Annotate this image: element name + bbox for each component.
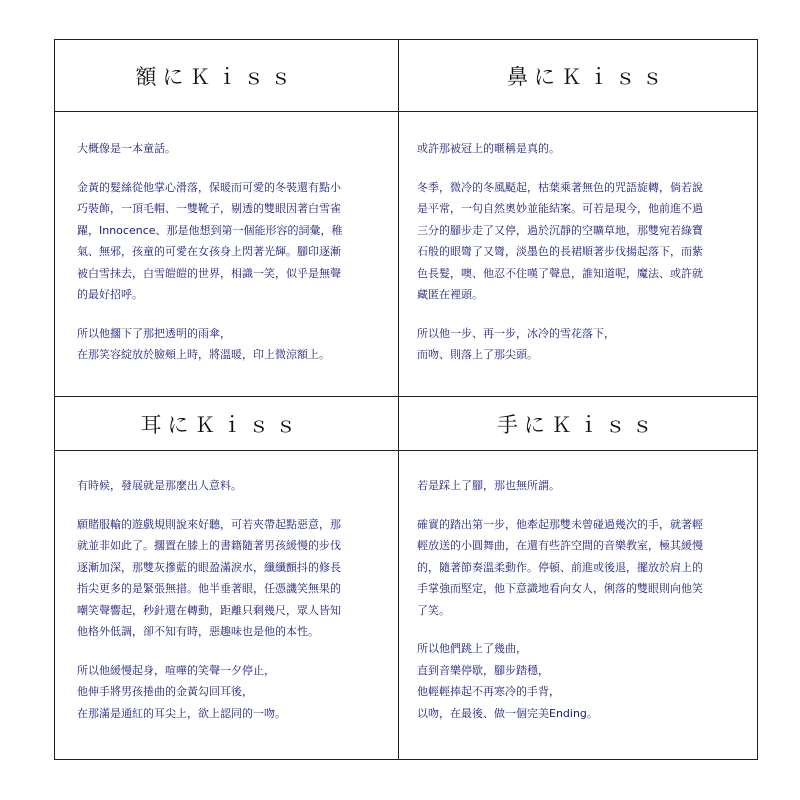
section-body	[55, 451, 398, 724]
paragraph: 所以他一步、再一步，冰冷的雪花落下， 而吻、則落上了那尖頭。	[417, 326, 615, 361]
paragraph: 確實的踏出第一步，他牽起那雙未曾碰過幾次的手，就著輕 輕放送的小圓舞曲，在還有些許空間的音樂教室，極其緩慢 的，隨著節奏溫柔動作。停頓、前進或後退，擺放於肩上的 手掌強而堅定，他下意識地看向女人，俐落的雙眼則向他笑 了笑。	[417, 517, 703, 617]
kiss-grid	[54, 39, 758, 760]
paragraph: 所以他緩慢起身，喧嘩的笑聲一夕停止， 他伸手將男孩捲曲的金黃勾回耳後， 在那滿是通紅的耳尖上，欲上認同的一吻。	[77, 663, 286, 720]
section-ear	[55, 397, 399, 759]
section-title: 手にＫｉｓｓ	[399, 397, 757, 451]
section-title: 額にＫｉｓｓ	[55, 40, 398, 112]
section-nose	[399, 40, 757, 397]
section-title: 鼻にＫｉｓｓ	[399, 40, 757, 112]
paragraph: 若是踩上了腳，那也無所謂。	[417, 479, 560, 492]
section-title: 耳にＫｉｓｓ	[55, 397, 398, 451]
paragraph: 願賭服輸的遊戲規則說來好聽，可若夾帶起點惡意，那 就並非如此了。擱置在膝上的書籍隨著男孩緩慢的步伐 逐漸加深，那雙灰摻藍的眼盈滿淚水，纖纖顫抖的修長 指尖更多的是緊張無措。他半垂著眼，任憑譏笑無果的 嘲笑聲響起，秒針還在轉動，距離只剩幾尺，眾人皆知 他格外低調，卻不知有時，惡趣味也是他的本性。	[77, 517, 341, 638]
section-forehead	[55, 40, 399, 397]
paragraph: 大概像是一本童話。	[77, 142, 176, 155]
paragraph: 或許那被冠上的暱稱是真的。	[417, 142, 560, 155]
section-body	[399, 112, 757, 366]
paragraph: 所以他們跳上了幾曲， 直到音樂停歇，腳步踏穩， 他輕輕捧起不再寒冷的手背， 以吻，在最後、做一個完美Ending。	[417, 642, 598, 720]
paragraph: 金黃的髮絲從他掌心滑落，保暖而可愛的冬裝還有點小 巧裝飾，一頂毛帽、一雙靴子，剔透的雙眼因著白雪雀 躍，Innocence、那是他想到第一個能形容的詞彙，稚 氣、無邪，孩童的可愛在女孩身上閃著光輝。腳印逐漸 被白雪抹去，白雪皚皚的世界，相識一笑，似乎是無聲 的最好招呼。	[77, 180, 343, 301]
section-body	[399, 451, 757, 724]
section-body	[55, 112, 398, 366]
section-hand	[399, 397, 757, 759]
paragraph: 所以他擱下了那把透明的雨傘， 在那笑容綻放於臉頰上時，將溫暖，印上微涼額上。	[77, 326, 330, 361]
paragraph: 冬季，微冷的冬風颳起，枯葉乘著無色的咒語旋轉，倘若說 是平常，一句自然奧妙並能結案。可若是現今，他前進不過 三分的腳步走了又停，過於沉靜的空曠草地，那雙宛若綠寶 石般的眼彎了又彎，淡墨色的長裙順著步伐揚起落下，而紫 色長髮，噢、他忍不住嘆了聲息，誰知道呢，魔法、或許就 藏匿在裡頭。	[417, 180, 703, 301]
paragraph: 有時候，發展就是那麼出人意料。	[77, 479, 242, 492]
